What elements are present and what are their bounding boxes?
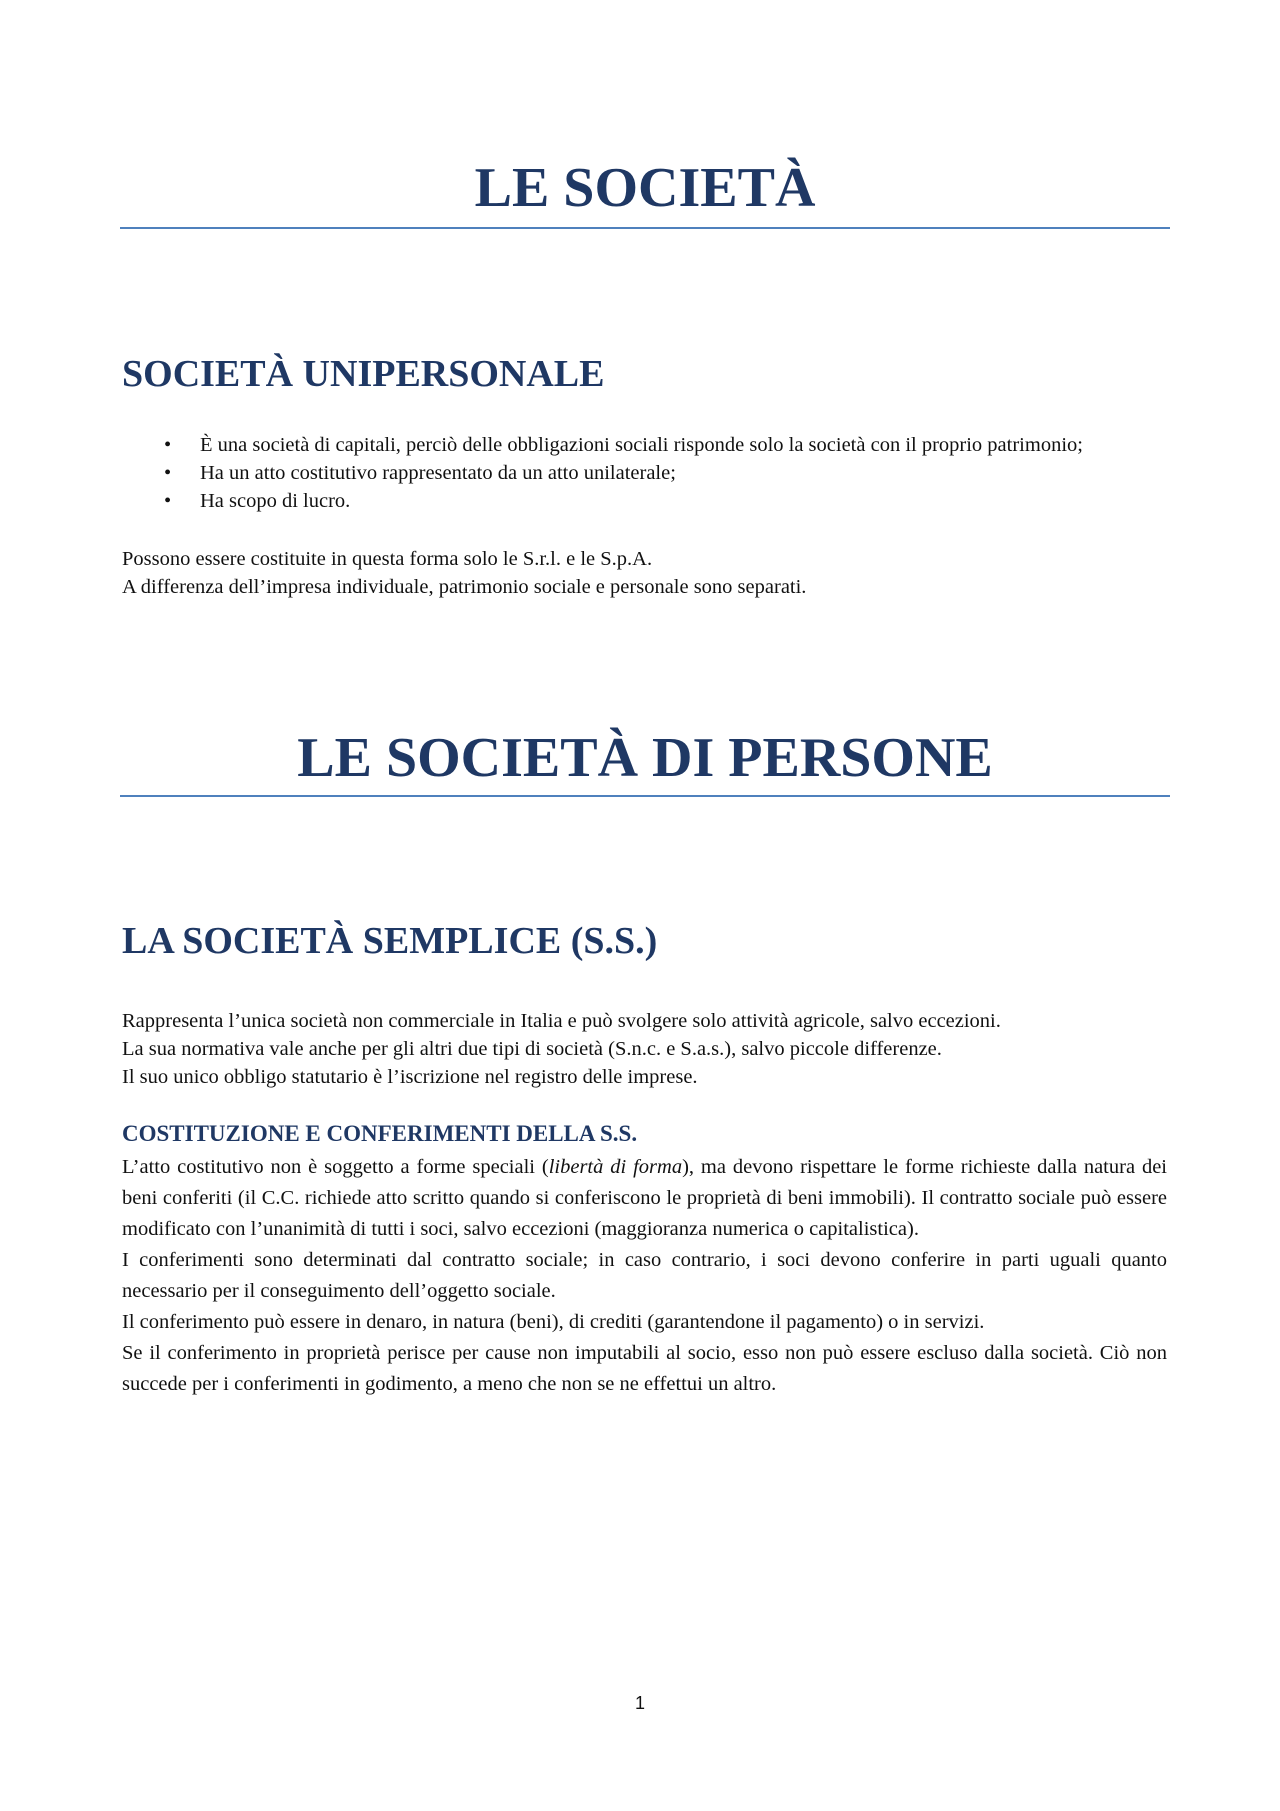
subheading-costituzione: COSTITUZIONE E CONFERIMENTI DELLA S.S. bbox=[122, 1121, 638, 1146]
list-item bbox=[122, 459, 1167, 487]
list-item bbox=[122, 487, 1167, 515]
text-line: Possono essere costituite in questa forma solo le S.r.l. e le S.p.A. bbox=[122, 548, 653, 570]
page-title: LE SOCIETÀ bbox=[474, 157, 816, 219]
bullet-icon: • bbox=[164, 462, 172, 484]
text-run: ), ma devono rispettare le forme richieste dalla natura dei beni conferiti (il C.C. richiede atto scritto quando si conferiscono le proprietà di beni immobili). Il contratto sociale può essere modificato con l’unanimità di tutti i soci, salvo eccezioni (maggioranza numerica o capitalistica). bbox=[122, 1156, 1167, 1240]
text-line: A differenza dell’impresa individuale, patrimonio sociale e personale sono separati. bbox=[122, 576, 807, 598]
paragraph: Il conferimento può essere in denaro, in natura (beni), di crediti (garantendone il pagamento) o in servizi. bbox=[122, 1311, 985, 1333]
bullet-icon: • bbox=[164, 434, 172, 456]
unipersonale-bullet-list bbox=[122, 431, 1167, 515]
list-item-text: Ha un atto costitutivo rappresentato da un atto unilaterale; bbox=[200, 462, 676, 484]
section-heading-societa-semplice: LA SOCIETÀ SEMPLICE (S.S.) bbox=[122, 920, 658, 962]
paragraph: I conferimenti sono determinati dal contratto sociale; in caso contrario, i soci devono conferire in parti uguali quanto necessario per il conseguimento dell’oggetto sociale. bbox=[122, 1249, 1167, 1302]
unipersonale-paragraph bbox=[122, 545, 1167, 601]
text-run: L’atto costitutivo non è soggetto a forme speciali ( bbox=[122, 1156, 549, 1178]
list-item bbox=[122, 431, 1167, 459]
title-underline bbox=[120, 227, 1170, 229]
section-title-persone: LE SOCIETÀ DI PERSONE bbox=[297, 727, 993, 789]
text-line: La sua normativa vale anche per gli altri due tipi di società (S.n.c. e S.a.s.), salvo piccole differenze. bbox=[122, 1038, 942, 1060]
section-heading-unipersonale: SOCIETÀ UNIPERSONALE bbox=[122, 353, 605, 395]
text-line: Rappresenta l’unica società non commerciale in Italia e può svolgere solo attività agricole, salvo eccezioni. bbox=[122, 1010, 1001, 1032]
societa-semplice-paragraph bbox=[122, 1007, 1167, 1091]
italic-text: libertà di forma bbox=[548, 1156, 683, 1178]
costituzione-body bbox=[122, 1152, 1167, 1400]
list-item-text: È una società di capitali, perciò delle obbligazioni sociali risponde solo la società con il proprio patrimonio; bbox=[200, 434, 1083, 456]
paragraph bbox=[122, 1152, 1167, 1245]
text-line: Il suo unico obbligo statutario è l’iscrizione nel registro delle imprese. bbox=[122, 1066, 698, 1088]
paragraph: Se il conferimento in proprietà perisce per cause non imputabili al socio, esso non può essere escluso dalla società. Ciò non succede per i conferimenti in godimento, a meno che non se ne effettui un altro. bbox=[122, 1342, 1167, 1395]
title-underline bbox=[120, 795, 1170, 797]
list-item-text: Ha scopo di lucro. bbox=[200, 490, 351, 512]
page-number: 1 bbox=[634, 1693, 645, 1713]
bullet-icon: • bbox=[164, 490, 172, 512]
